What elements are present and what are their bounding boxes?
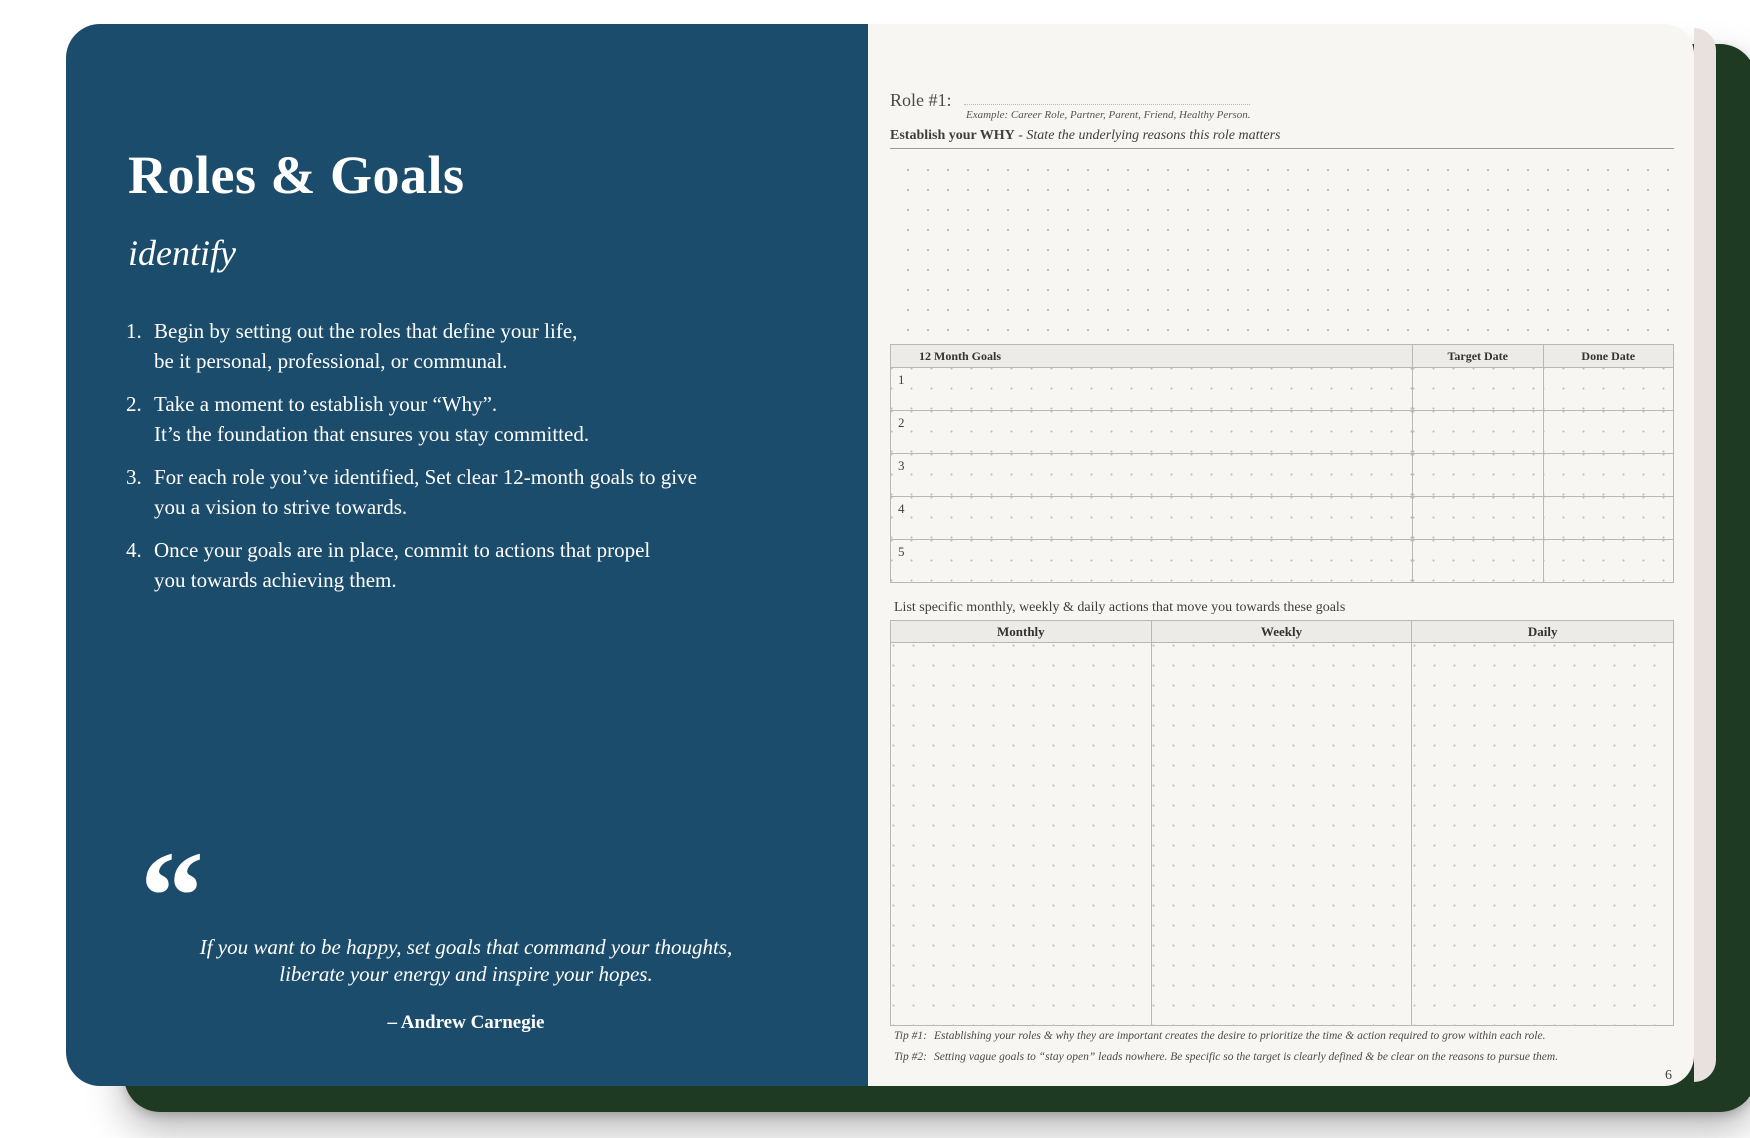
goal-cell[interactable] (891, 368, 1413, 411)
step-line: be it personal, professional, or communal. (154, 349, 508, 373)
quote-line: If you want to be happy, set goals that command your thoughts, (199, 935, 733, 959)
target-date-cell[interactable] (1413, 540, 1544, 583)
role-label: Role #1: (890, 90, 952, 110)
role-example: Example: Career Role, Partner, Parent, Friend, Healthy Person. (966, 109, 1251, 121)
steps-list (126, 316, 766, 608)
step-line: you a vision to strive towards. (154, 495, 408, 519)
target-date-header: Target Date (1413, 345, 1544, 368)
quote-author: – Andrew Carnegie (387, 1012, 545, 1033)
tip-item (894, 1047, 1558, 1068)
actions-table (890, 620, 1674, 1026)
left-page (66, 24, 868, 1086)
monthly-actions-cell[interactable] (891, 643, 1152, 1026)
done-date-cell[interactable] (1543, 497, 1674, 540)
table-row (891, 643, 1674, 1026)
goals-header: 12 Month Goals (891, 345, 1413, 368)
tip-item (894, 1026, 1558, 1047)
target-date-cell[interactable] (1413, 368, 1544, 411)
target-date-cell[interactable] (1413, 411, 1544, 454)
weekly-header: Weekly (1151, 621, 1412, 643)
step-line: you towards achieving them. (154, 568, 397, 592)
step-line: Take a moment to establish your “Why”. (154, 392, 498, 416)
why-heading-note: - State the underlying reasons this role matters (1014, 128, 1281, 143)
row-number: 1 (898, 372, 905, 387)
row-number: 3 (898, 458, 905, 473)
goal-cell[interactable] (891, 497, 1413, 540)
done-date-cell[interactable] (1543, 454, 1674, 497)
quote-line: liberate your energy and inspire your hopes. (279, 962, 653, 986)
step-number: 1. (126, 319, 142, 343)
step-line: Once your goals are in place, commit to actions that propel (154, 538, 651, 562)
quote-mark-icon: “ (140, 825, 204, 967)
weekly-actions-cell[interactable] (1151, 643, 1412, 1026)
step-line: Begin by setting out the roles that define your life, (154, 319, 578, 343)
tips (894, 1026, 1558, 1068)
step-item (126, 389, 766, 449)
tip-text: Setting vague goals to “stay open” leads nowhere. Be specific so the target is clearly defined & be clear on the reasons to pursue them. (934, 1051, 1559, 1063)
step-number: 3. (126, 465, 142, 489)
why-divider (890, 148, 1674, 149)
row-number: 2 (898, 415, 905, 430)
tip-text: Establishing your roles & why they are important creates the desire to prioritize the time & action required to grow within each role. (934, 1030, 1546, 1042)
page-subtitle: identify (128, 233, 236, 273)
notebook-spread (62, 22, 1722, 1092)
daily-actions-cell[interactable] (1412, 643, 1674, 1026)
tip-prefix: Tip #2: (894, 1051, 927, 1063)
why-heading-bold: Establish your WHY (890, 128, 1015, 143)
page-edges (1694, 28, 1716, 1082)
done-date-cell[interactable] (1543, 368, 1674, 411)
step-number: 2. (126, 392, 142, 416)
monthly-header: Monthly (891, 621, 1152, 643)
goal-cell[interactable] (891, 454, 1413, 497)
tip-prefix: Tip #1: (894, 1030, 927, 1042)
step-item (126, 535, 766, 595)
target-date-cell[interactable] (1413, 454, 1544, 497)
goal-cell[interactable] (891, 411, 1413, 454)
page-title: Roles & Goals (128, 145, 465, 205)
daily-header: Daily (1412, 621, 1674, 643)
step-item (126, 316, 766, 376)
row-number: 4 (898, 501, 905, 516)
why-writing-area[interactable] (890, 156, 1674, 332)
table-row (891, 497, 1674, 540)
step-line: For each role you’ve identified, Set clear 12-month goals to give (154, 465, 697, 489)
table-row (891, 454, 1674, 497)
goal-cell[interactable] (891, 540, 1413, 583)
done-date-cell[interactable] (1543, 411, 1674, 454)
done-date-cell[interactable] (1543, 540, 1674, 583)
target-date-cell[interactable] (1413, 497, 1544, 540)
table-row (891, 540, 1674, 583)
why-heading (890, 128, 1280, 144)
quote-text (126, 934, 806, 988)
step-item (126, 462, 766, 522)
step-line: It’s the foundation that ensures you stay committed. (154, 422, 590, 446)
table-row (891, 368, 1674, 411)
table-row (891, 411, 1674, 454)
right-page (868, 24, 1694, 1086)
role-input-line[interactable] (964, 104, 1250, 105)
actions-title: List specific monthly, weekly & daily actions that move you towards these goals (894, 600, 1346, 615)
page-number: 6 (1665, 1068, 1672, 1083)
goals-table (890, 344, 1674, 583)
row-number: 5 (898, 544, 905, 559)
step-number: 4. (126, 538, 142, 562)
done-date-header: Done Date (1543, 345, 1674, 368)
